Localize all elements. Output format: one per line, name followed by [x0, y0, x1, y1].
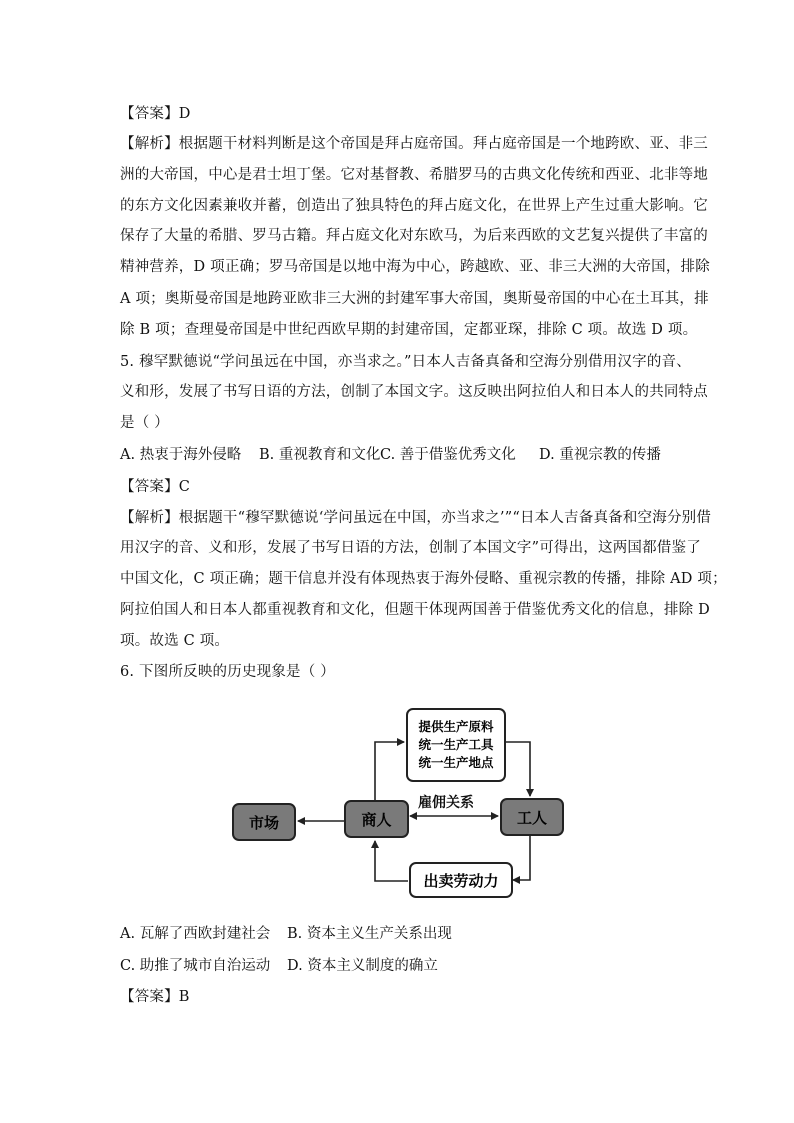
explanation-4-line-6: A 项；奥斯曼帝国是地跨亚欧非三大洲的封建军事大帝国，奥斯曼帝国的中心在土耳其，排 — [120, 291, 709, 307]
supply-line-3: 统一生产地点 — [418, 755, 494, 770]
question-6: 6. 下图所反映的历史现象是（ ） — [120, 664, 335, 680]
q6-option-b: B. 资本主义生产关系出现 — [287, 926, 452, 942]
answer-5: 【答案】C — [120, 479, 191, 495]
answer-6: 【答案】B — [120, 989, 190, 1005]
explanation-4-line-5: 精神营养，D 项正确；罗马帝国是以地中海为中心，跨越欧、亚、非三大洲的大帝国，排除 — [120, 259, 710, 275]
arrow-worker-to-labor — [513, 834, 530, 880]
supply-line-1: 提供生产原料 — [418, 719, 494, 734]
employment-label: 雇佣关系 — [418, 795, 474, 811]
arrow-supply-to-worker — [505, 742, 530, 796]
worker-box: 工人 — [500, 798, 564, 836]
explanation-4-line-7: 除 B 项；查理曼帝国是中世纪西欧早期的封建帝国，定都亚琛，排除 C 项。故选 D 项。 — [120, 322, 698, 338]
answer-4: 【答案】D — [120, 106, 191, 122]
explanation-4-line-4: 保存了大量的希腊、罗马古籍。拜占庭文化对东欧马，为后来西欧的文艺复兴提供了丰富的 — [120, 228, 708, 244]
explanation-4-line-1: 【解析】根据题干材料判断是这个帝国是拜占庭帝国。拜占庭帝国是一个地跨欧、亚、非三 — [120, 136, 708, 152]
explanation-4-line-2: 洲的大帝国，中心是君士坦丁堡。它对基督教、希腊罗马的古典文化传统和西亚、北非等地 — [120, 167, 708, 183]
supply-line-2: 统一生产工具 — [418, 737, 494, 752]
q5-option-a: A. 热衷于海外侵略 — [120, 447, 242, 463]
supply-box — [406, 708, 506, 782]
q6-option-c: C. 助推了城市自治运动 — [120, 958, 271, 974]
explanation-5-line-1: 【解析】根据题干“穆罕默德说‘学问虽远在中国，亦当求之’”“日本人吉备真备和空海分别借 — [120, 510, 712, 526]
market-box: 市场 — [232, 803, 296, 841]
arrow-labor-to-merchant — [375, 841, 408, 881]
explanation-5-line-2: 用汉字的音、义和形，发展了书写日语的方法，创制了本国文字”可得出，这两国都借鉴了 — [120, 540, 701, 556]
explanation-5-line-3: 中国文化，C 项正确；题干信息并没有体现热衷于海外侵略、重视宗教的传播，排除 AD 项； — [120, 571, 727, 587]
explanation-4-line-3: 的东方文化因素兼收并蓄，创造出了独具特色的拜占庭文化，在世界上产生过重大影响。它 — [120, 198, 708, 214]
question-5-line-1: 5. 穆罕默德说“学问虽远在中国，亦当求之。”日本人吉备真备和空海分别借用汉字的音、 — [120, 354, 691, 370]
labor-box: 出卖劳动力 — [409, 862, 513, 898]
q5-option-c: C. 善于借鉴优秀文化 — [380, 447, 516, 463]
question-5-line-2: 义和形，发展了书写日语的方法，创制了本国文字。这反映出阿拉伯人和日本人的共同特点 — [120, 384, 708, 400]
explanation-5-line-4: 阿拉伯国人和日本人都重视教育和文化，但题干体现两国善于借鉴优秀文化的信息，排除 D — [120, 602, 710, 618]
arrow-merchant-to-supply — [375, 742, 404, 800]
q5-option-b: B. 重视教育和文化 — [259, 447, 381, 463]
merchant-box: 商人 — [344, 800, 409, 838]
q5-option-d: D. 重视宗教的传播 — [539, 447, 661, 463]
capitalism-diagram — [230, 700, 570, 905]
question-5-line-3: 是（ ） — [120, 415, 169, 431]
explanation-5-line-5: 项。故选 C 项。 — [120, 633, 230, 649]
q6-option-d: D. 资本主义制度的确立 — [287, 958, 438, 974]
q6-option-a: A. 瓦解了西欧封建社会 — [120, 926, 271, 942]
